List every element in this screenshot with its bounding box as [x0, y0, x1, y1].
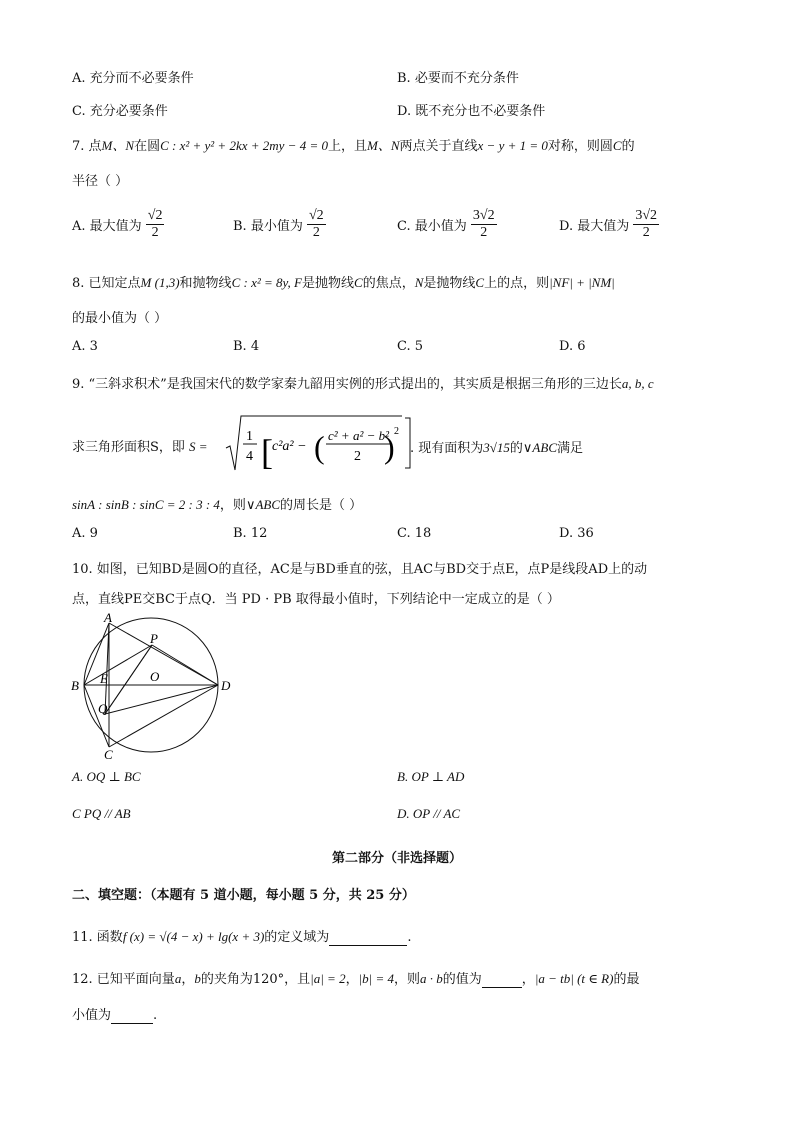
- label-d: D: [221, 678, 231, 693]
- q6-option-c: C. 充分必要条件: [72, 104, 168, 119]
- label-o: O: [150, 669, 160, 684]
- svg-text:c²a² −: c²a² −: [272, 439, 307, 454]
- q8-option-d: D. 6: [559, 339, 586, 354]
- q8-option-c: C. 5: [397, 339, 424, 354]
- label-c: C: [104, 747, 113, 762]
- q9-formula-line: 求三角形面积S，即 S =: [72, 439, 208, 455]
- q6-option-a: A. 充分而不必要条件: [72, 71, 194, 86]
- svg-text:): ): [384, 429, 395, 465]
- svg-text:[: [: [261, 432, 273, 472]
- label-q: Q: [98, 701, 108, 716]
- q9-stem-tail: . 现有面积为3√15的∨ABC满足: [410, 440, 584, 456]
- q7-option-d: D. 最大值为 $\frac{3√2}{2}$: [559, 208, 658, 240]
- q12-stem: 12. 已知平面向量a，b的夹角为120°，且|a| = 2，|b| = 4，则a · b的值为 ，|a − tb| (t ∈ R)的最: [72, 971, 640, 987]
- q6-option-d: D. 既不充分也不必要条件: [397, 104, 546, 119]
- q7-stem-line2: 半径（ ）: [72, 174, 129, 189]
- q8-stem: 8. 已知定点M (1,3)和抛物线C : x² = 8y, F是抛物线C的焦点，N是抛物线C上的点，则|NF| + |NM|: [72, 275, 615, 291]
- q10-option-a: A. OQ ⊥ BC: [72, 769, 141, 784]
- label-p: P: [150, 631, 158, 646]
- q9-stem: 9. “三斜求积术”是我国宋代的数学家秦九韶用实例的形式提出的，其实质是根据三角形的三边长a, b, c: [72, 376, 654, 392]
- q7-option-c: C. 最小值为 $\frac{3√2}{2}$: [397, 208, 495, 240]
- q12-answer-blank-2[interactable]: [111, 1008, 153, 1024]
- svg-text:1: 1: [246, 429, 253, 444]
- q12-stem-line2: 小值为 .: [72, 1008, 158, 1023]
- svg-text:c² + a² − b²: c² + a² − b²: [328, 428, 390, 443]
- part2-title: 第二部分（非选择题）: [331, 851, 462, 866]
- q8-stem-line2: 的最小值为（ ）: [72, 311, 168, 326]
- q9-option-c: C. 18: [397, 526, 432, 541]
- q9-stem-line3: sinA : sinB : sinC = 2 : 3 : 4，则∨ABC的周长是（ ）: [72, 497, 363, 513]
- svg-text:2: 2: [354, 449, 361, 464]
- q9-option-b: B. 12: [233, 526, 268, 541]
- label-a: A: [104, 612, 112, 625]
- q10-option-d: D. OP // AC: [397, 806, 461, 821]
- q7-stem: 7. 点M、N在圆C : x² + y² + 2kx + 2my − 4 = 0上，且M、N两点关于直线x − y + 1 = 0对称，则圆C的: [72, 138, 635, 154]
- q7-option-b: B. 最小值为 $\frac{√2}{2}$: [233, 208, 324, 240]
- label-b: B: [71, 678, 79, 693]
- q11-stem: 11. 函数f (x) = √(4 − x) + lg(x + 3)的定义域为 .: [72, 929, 412, 945]
- q10-stem-line2: 点，直线PE交BC于点Q．当 PD · PB 取得最小值时，下列结论中一定成立的是（ ）: [72, 592, 560, 607]
- q8-option-a: A. 3: [72, 339, 98, 354]
- q10-option-b: B. OP ⊥ AD: [397, 769, 465, 784]
- q12-answer-blank-1[interactable]: [482, 972, 522, 988]
- q6-option-b: B. 必要而不充分条件: [397, 71, 519, 86]
- q11-answer-blank[interactable]: [329, 930, 407, 946]
- section2-title: 二、填空题：（本题有 5 道小题，每小题 5 分，共 25 分）: [72, 888, 415, 903]
- q9-option-a: A. 9: [72, 526, 98, 541]
- svg-text:(: (: [314, 429, 325, 465]
- q10-geometry-figure: [68, 612, 238, 762]
- label-e: E: [100, 671, 108, 686]
- q8-option-b: B. 4: [233, 339, 260, 354]
- q10-option-c: C PQ // AB: [72, 806, 131, 821]
- svg-text:4: 4: [246, 449, 253, 464]
- q10-stem: 10. 如图，已知BD是圆O的直径，AC是与BD垂直的弦，且AC与BD交于点E，点P是线段AD上的动: [72, 562, 648, 577]
- q9-option-d: D. 36: [559, 526, 594, 541]
- svg-text:2: 2: [394, 426, 399, 437]
- q7-option-a: A. 最大值为 $\frac{√2}{2}$: [72, 208, 163, 240]
- q9-area-formula: [224, 412, 404, 474]
